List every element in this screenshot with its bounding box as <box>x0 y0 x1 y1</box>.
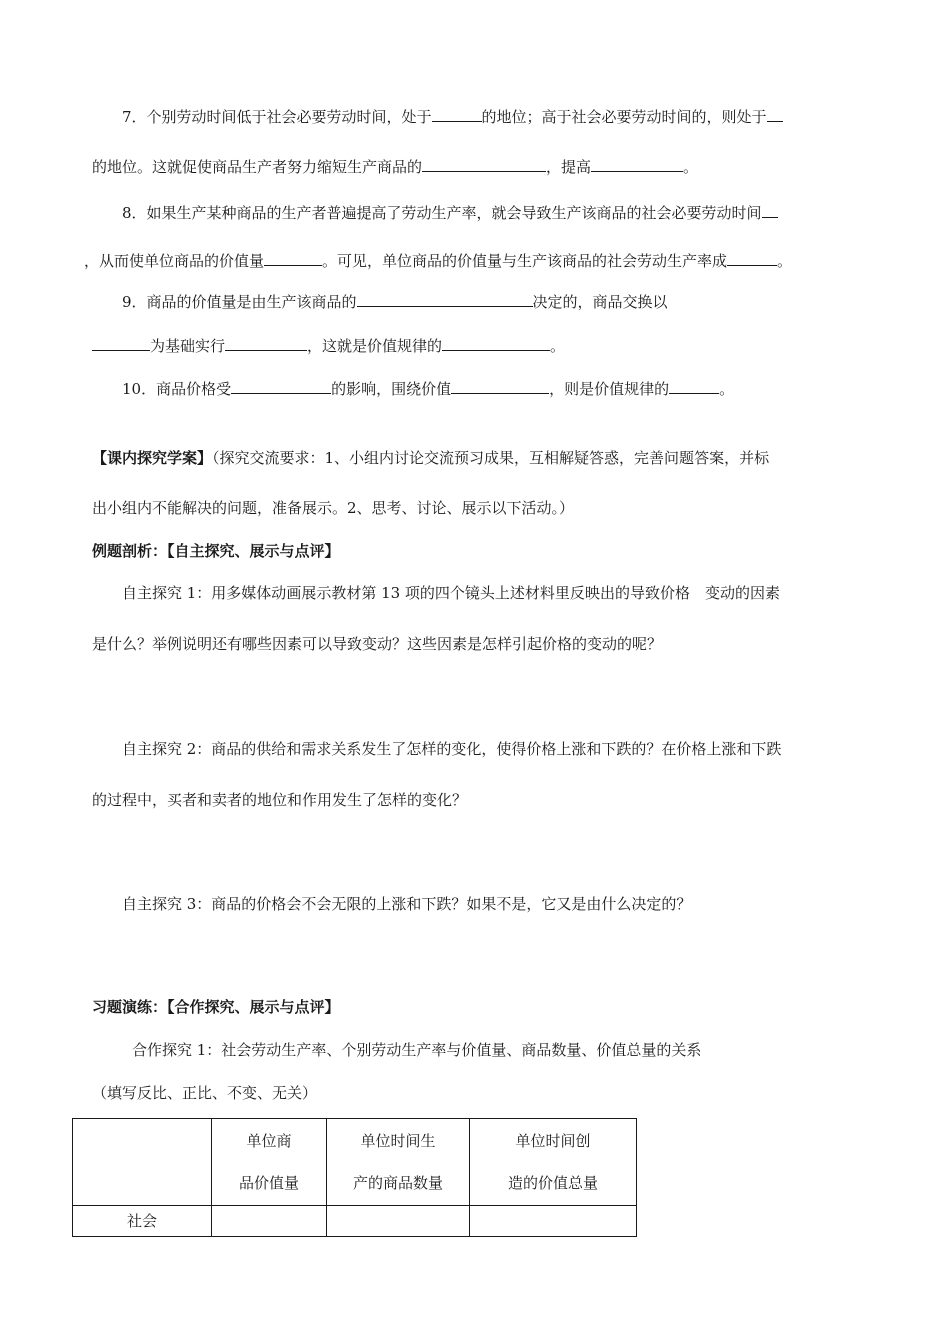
item-7-text-c: 的地位。这就促使商品生产者努力缩短生产商品的 <box>92 158 423 176</box>
item-8-line-2 <box>84 249 792 271</box>
item-10-text-d: 。 <box>719 380 735 398</box>
table-header-cell <box>212 1119 327 1206</box>
item-8-text-b: ，从而使单位商品的价值量 <box>84 252 265 270</box>
explore-2-line-1: 自主探究 2：商品的供给和需求关系发生了怎样的变化，使得价格上涨和下跌的？在价格上涨和下跌 <box>122 740 782 758</box>
fill-hint: （填写反比、正比、不变、无关） <box>92 1084 318 1102</box>
item-7-line-2 <box>92 155 698 177</box>
item-9-text-d: ，这就是价值规律的 <box>307 337 443 355</box>
table-corner-cell <box>73 1119 212 1206</box>
example-heading: 例题剖析：【自主探究、展示与点评】 <box>92 542 340 560</box>
item-9-line-2 <box>92 334 565 356</box>
header-2-line-1: 单位时间生 <box>360 1132 436 1150</box>
item-8-blank-1[interactable] <box>762 201 778 218</box>
item-8-blank-3[interactable] <box>727 249 777 266</box>
item-7-blank-1[interactable] <box>432 105 482 122</box>
item-10-text-c: ，则是价值规律的 <box>549 380 670 398</box>
coop-explore-1: 合作探究 1：社会劳动生产率、个别劳动生产率与价值量、商品数量、价值总量的关系 <box>132 1041 702 1059</box>
explore-1-line-1: 自主探究 1：用多媒体动画展示教材第 13 项的四个镜头上述材料里反映出的导致价格 变动的因素 <box>122 584 780 602</box>
header-3-line-1: 单位时间创 <box>515 1132 591 1150</box>
item-7-line-1 <box>122 105 783 127</box>
item-7-blank-3[interactable] <box>422 155 546 172</box>
item-8-blank-2[interactable] <box>264 249 322 266</box>
table-row <box>73 1206 637 1237</box>
item-8-text-a: 8．如果生产某种商品的生产者普遍提高了劳动生产率，就会导致生产该商品的社会必要劳动时间 <box>122 204 762 222</box>
header-2-line-2: 产的商品数量 <box>352 1174 443 1192</box>
table-header-cell <box>470 1119 637 1206</box>
inquiry-requirements-2: 出小组内不能解决的问题，准备展示。2、思考、讨论、展示以下活动。） <box>92 499 575 517</box>
item-9-text-e: 。 <box>550 337 566 355</box>
item-9-line-1 <box>122 290 668 312</box>
answer-cell[interactable] <box>212 1206 327 1237</box>
item-7-text-d: ，提高 <box>546 158 592 176</box>
item-9-blank-2[interactable] <box>92 334 150 351</box>
table-header-row <box>73 1119 637 1206</box>
exercise-heading: 习题演练：【合作探究、展示与点评】 <box>92 998 340 1016</box>
item-10-line <box>122 377 734 399</box>
header-3-line-2: 造的价值总量 <box>507 1174 598 1192</box>
item-10-text-b: 的影响，围绕价值 <box>331 380 452 398</box>
inquiry-line-1 <box>92 448 769 468</box>
item-10-text-a: 10．商品价格受 <box>122 380 232 398</box>
item-7-blank-4[interactable] <box>591 155 683 172</box>
item-9-blank-3[interactable] <box>225 334 307 351</box>
row-label-society: 社会 <box>73 1206 212 1237</box>
item-9-text-c: 为基础实行 <box>150 337 226 355</box>
item-9-blank-1[interactable] <box>357 290 533 307</box>
item-9-blank-4[interactable] <box>442 334 550 351</box>
answer-cell[interactable] <box>470 1206 637 1237</box>
explore-2-line-2: 的过程中，买者和卖者的地位和作用发生了怎样的变化？ <box>92 791 468 809</box>
item-10-blank-2[interactable] <box>451 377 549 394</box>
item-8-text-c: 。可见，单位商品的价值量与生产该商品的社会劳动生产率成 <box>322 252 728 270</box>
header-1-line-1: 单位商 <box>246 1132 292 1150</box>
item-7-text-e: 。 <box>683 158 699 176</box>
relationship-table <box>72 1118 637 1237</box>
item-9-text-a: 9．商品的价值量是由生产该商品的 <box>122 293 357 311</box>
item-8-line-1 <box>122 201 778 223</box>
item-9-text-b: 决定的，商品交换以 <box>532 293 668 311</box>
item-7-text-a: 7．个别劳动时间低于社会必要劳动时间，处于 <box>122 108 432 126</box>
item-7-blank-2[interactable] <box>767 105 783 122</box>
answer-cell[interactable] <box>327 1206 470 1237</box>
inquiry-requirements-1: （探究交流要求：1、小组内讨论交流预习成果，互相解疑答惑，完善问题答案，并标 <box>212 449 770 467</box>
inquiry-heading: 【课内探究学案】 <box>92 449 213 467</box>
explore-3: 自主探究 3：商品的价格会不会无限的上涨和下跌？如果不是，它又是由什么决定的？ <box>122 895 692 913</box>
table-header-cell <box>327 1119 470 1206</box>
item-10-blank-1[interactable] <box>231 377 331 394</box>
item-10-blank-3[interactable] <box>669 377 719 394</box>
header-1-line-2: 品价值量 <box>238 1174 299 1192</box>
item-8-text-d: 。 <box>777 252 793 270</box>
explore-1-line-2: 是什么？举例说明还有哪些因素可以导致变动？这些因素是怎样引起价格的变动的呢？ <box>92 635 663 653</box>
item-7-text-b: 的地位；高于社会必要劳动时间的，则处于 <box>481 108 767 126</box>
